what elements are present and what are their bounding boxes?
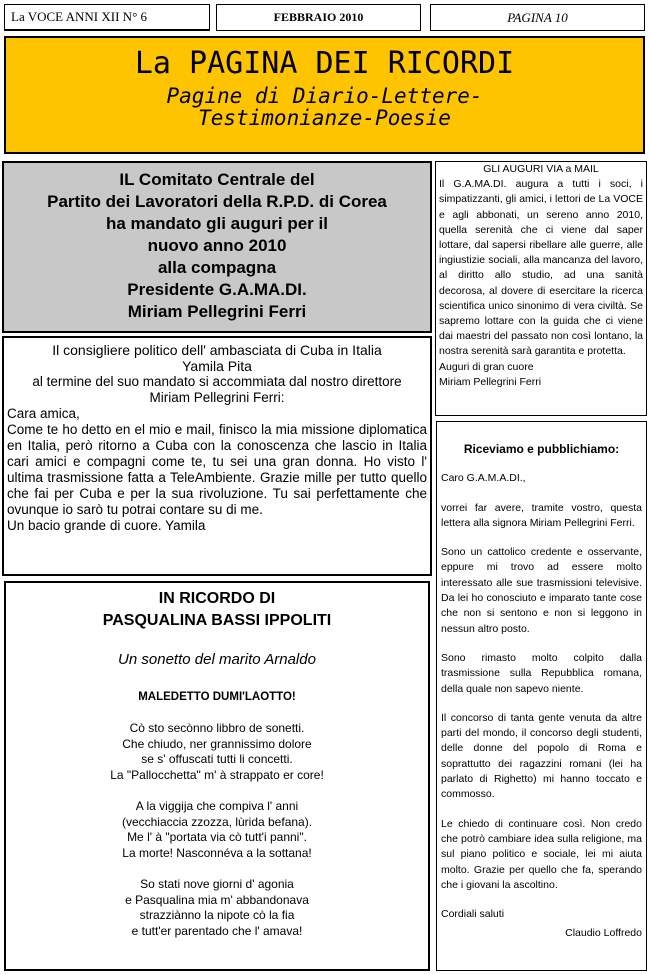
poem-stanza: A la viggija che compiva l' anni (vecchiaccia zzozza, lùrida befana). Me l' à "portata via cò tutt'i panni". La morte! Nasconnéva a la sottana! — [121, 799, 313, 860]
cuba-title: Il consigliere politico dell' ambasciata di Cuba in Italia — [52, 342, 382, 358]
header-issue: La VOCE ANNI XII N° 6 — [4, 4, 210, 31]
ricordo-title: IN RICORDO DI PASQUALINA BASSI IPPOLITI — [102, 590, 332, 629]
poem-stanza: So stati nove giorni d' agonia e Pasqualina mia m' abbandonava strazziànno la nipote cò la fia e tutt'er parentado che l' amava! — [125, 877, 309, 938]
cuba-letter: Il consigliere politico dell' ambasciata di Cuba in Italia Yamila Pita al termine del suo mandato si accommiata dal nostro direttore Miriam Pellegrini Ferri: Cara amica, Come te ho detto en el mio e mail, finisco la mia missione diplomatica en Italia, però ritorno a Cuba con la conoscenza che lascio in Italia cari amici e compagni come te, tu sei una gran donna. Ho visto l' ultima trasmissione fatta a TeleAmbiente. Grazie mille per tutto quello che fai per Cuba e per la sua rivoluzione. Tu sai perfettamente che ovunque io sarò tu potrai contare su di me. Un bacio grande di cuore. Yamila — [2, 336, 432, 576]
poem-title: MALEDETTO DUMI'LAOTTO! — [138, 690, 296, 703]
comitato-article: IL Comitato Centrale del Partito dei Lavoratori della R.P.D. di Corea ha mandato gli auguri per il nuovo anno 2010 alla compagna Presidente G.A.MA.DI. Miriam Pellegrini Ferri — [2, 161, 432, 333]
poem-stanza: Cò sto secònno libbro de sonetti. Che chiudo, ner grannissimo dolore se s' offuscati tutti li concetti. La "Pallocchetta" m' à strappato er core! — [110, 721, 324, 782]
mail-greetings: GLI AUGURI VIA a MAIL Il G.A.MA.DI. augura a tutti i soci, i simpatizzanti, gli amici, i lettori de La VOCE e agli abbonati, un sereno anno 2010, quella serenità che ci viene dal saper lottare, dal sapersi ribellare alle guerre, alle ingiustizie sociali, alla mancanza del lavoro, al diritto allo studio, ad una sanità decorosa, al dovere di esercitare la ricerca scientifica unico sinonimo di vera civiltà. Se sapremo lottare con la guida che ci viene dai maestri del passato non così lontano, la nostra serenità sarà garantita e protetta. Auguri di gran cuore Miriam Pellegrini Ferri — [435, 161, 647, 416]
header-page: PAGINA 10 — [430, 4, 645, 31]
header-date: FEBBRAIO 2010 — [216, 4, 421, 31]
cuba-name: Yamila Pita — [182, 358, 252, 374]
ricordo-article — [4, 581, 430, 971]
mail-title: GLI AUGURI VIA a MAIL — [483, 163, 599, 175]
page-subtitle: Pagine di Diario-Lettere- Testimonianze-Poesie — [166, 84, 483, 130]
page-title: La PAGINA DEI RICORDI — [134, 46, 515, 81]
reader-letter-title: Riceviamo e pubblichiamo: — [463, 442, 620, 456]
title-banner — [4, 36, 645, 154]
ricordo-subtitle: Un sonetto del marito Arnaldo — [118, 651, 316, 668]
reader-letter: Riceviamo e pubblichiamo: Caro G.A.M.A.DI., vorrei far avere, tramite vostro, questa lettera alla signora Miriam Pellegrini Ferri. Sono un cattolico credente e osservante, eppure mi trovo ad essere molto interessato alle sue trasmissioni televisive. Da lei ho conosciuto e imparato tante cose che non si sentono e non si leggono in nessun altro posto. Sono rimasto molto colpito dalla trasmissione sulla Repubblica romana, della quale non sapevo niente. Il concorso di tanta gente venuta da altre parti del mondo, il concorso degli studenti, delle donne del popolo di Roma e soprattutto dei ragazzini romani (lei ha parlato di Righetto) mi hanno toccato e commosso. Le chiedo di continuare così. Non credo che potrò cambiare idea sulla religione, ma sul piano politico e sociale, lei mi aiuta molto. Grazie per quello che fa, sperando che i giovani la ascoltino. Cordiali saluti Claudio Loffredo — [436, 421, 647, 971]
